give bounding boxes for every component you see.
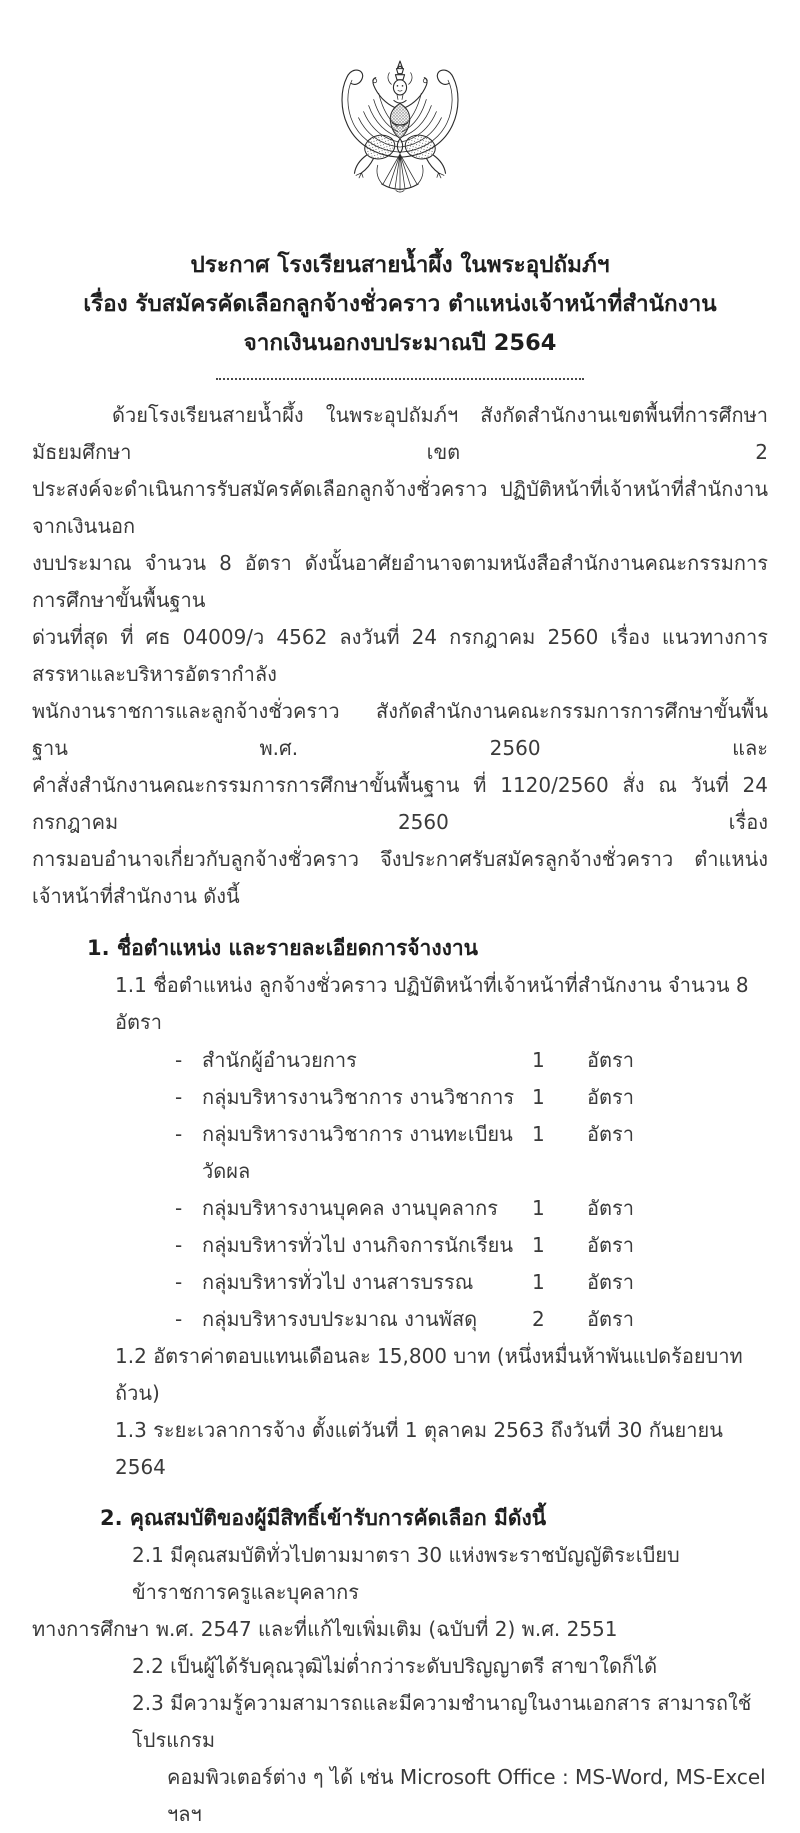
garuda-emblem	[324, 58, 476, 230]
position-row	[175, 1079, 768, 1116]
dash-bullet: -	[175, 1196, 183, 1220]
intro-line: งบประมาณ จำนวน 8 อัตรา ดังนั้นอาศัยอำนาจตามหนังสือสำนักงานคณะกรรมการการศึกษาขั้นพื้นฐาน	[32, 551, 768, 612]
position-row	[175, 1301, 768, 1338]
title-block	[32, 246, 768, 363]
intro-line: การมอบอำนาจเกี่ยวกับลูกจ้างชั่วคราว จึงประกาศรับสมัครลูกจ้างชั่วคราว ตำแหน่งเจ้าหน้าที่สำนักงาน ดังนี้	[32, 847, 768, 908]
position-name: กลุ่มบริหารทั่วไป งานสารบรรณ	[202, 1270, 474, 1294]
position-name: กลุ่มบริหารงานบุคคล งานบุคลากร	[202, 1196, 498, 1220]
position-row	[175, 1042, 768, 1079]
item-2-1-line2: ทางการศึกษา พ.ศ. 2547 และที่แก้ไขเพิ่มเติม (ฉบับที่ 2) พ.ศ. 2551	[32, 1617, 618, 1641]
position-count: 1	[532, 1270, 545, 1294]
dash-bullet: -	[175, 1270, 183, 1294]
position-count: 1	[532, 1196, 545, 1220]
dash-bullet: -	[175, 1122, 183, 1146]
dash-bullet: -	[175, 1085, 183, 1109]
item-1-2: 1.2 อัตราค่าตอบแทนเดือนละ 15,800 บาท (หนึ่งหมื่นห้าพันแปดร้อยบาทถ้วน)	[115, 1344, 743, 1405]
position-row	[175, 1116, 768, 1190]
position-unit: อัตรา	[587, 1196, 634, 1220]
item-2-3-line1: 2.3 มีความรู้ความสามารถและมีความชำนาญในงานเอกสาร สามารถใช้โปรแกรม	[132, 1691, 752, 1752]
dash-bullet: -	[175, 1307, 183, 1331]
intro-line: ด่วนที่สุด ที่ ศธ 04009/ว 4562 ลงวันที่ 24 กรกฎาคม 2560 เรื่อง แนวทางการสรรหาและบริหารอัตรากำลัง	[32, 625, 768, 686]
section-1-heading: 1. ชื่อตำแหน่ง และรายละเอียดการจ้างงาน	[87, 936, 478, 960]
position-list	[32, 1042, 768, 1338]
position-name: สำนักผู้อำนวยการ	[202, 1048, 357, 1072]
section-2-heading: 2. คุณสมบัติของผู้มีสิทธิ์เข้ารับการคัดเลือก มีดังนี้	[100, 1506, 547, 1530]
position-row	[175, 1227, 768, 1264]
position-name: กลุ่มบริหารงานวิชาการ งานทะเบียนวัดผล	[202, 1122, 513, 1183]
item-1-3: 1.3 ระยะเวลาการจ้าง ตั้งแต่วันที่ 1 ตุลาคม 2563 ถึงวันที่ 30 กันยายน 2564	[115, 1418, 723, 1479]
announcement-title: ประกาศ โรงเรียนสายน้ำผึ้ง ในพระอุปถัมภ์ฯ	[190, 252, 610, 278]
position-unit: อัตรา	[587, 1307, 634, 1331]
dash-bullet: -	[175, 1233, 183, 1257]
position-name: กลุ่มบริหารงานวิชาการ งานวิชาการ	[202, 1085, 515, 1109]
position-count: 1	[532, 1048, 545, 1072]
dash-bullet: -	[175, 1048, 183, 1072]
position-row	[175, 1190, 768, 1227]
intro-line: คำสั่งสำนักงานคณะกรรมการการศึกษาขั้นพื้นฐาน ที่ 1120/2560 สั่ง ณ วันที่ 24 กรกฎาคม 2560 เรื่อง	[32, 773, 768, 834]
intro-line: ประสงค์จะดำเนินการรับสมัครคัดเลือกลูกจ้างชั่วคราว ปฏิบัติหน้าที่เจ้าหน้าที่สำนักงาน จากเงินนอก	[32, 477, 768, 538]
position-unit: อัตรา	[587, 1048, 634, 1072]
position-name: กลุ่มบริหารงบประมาณ งานพัสดุ	[202, 1307, 478, 1331]
position-count: 2	[532, 1307, 545, 1331]
intro-paragraph	[32, 397, 768, 915]
position-count: 1	[532, 1085, 545, 1109]
position-unit: อัตรา	[587, 1122, 634, 1146]
position-count: 1	[532, 1233, 545, 1257]
dotted-divider	[216, 376, 584, 380]
item-2-1-line1: 2.1 มีคุณสมบัติทั่วไปตามมาตรา 30 แห่งพระราชบัญญัติระเบียบข้าราชการครูและบุคลากร	[132, 1543, 680, 1604]
position-unit: อัตรา	[587, 1270, 634, 1294]
item-2-3-line2: คอมพิวเตอร์ต่าง ๆ ได้ เช่น Microsoft Office : MS-Word, MS-Excel ฯลฯ	[167, 1765, 766, 1826]
item-2-1	[32, 1537, 768, 1648]
intro-line: พนักงานราชการและลูกจ้างชั่วคราว สังกัดสำนักงานคณะกรรมการการศึกษาขั้นพื้นฐาน พ.ศ. 2560 และ	[32, 699, 768, 760]
position-count: 1	[532, 1122, 545, 1146]
item-1-1: 1.1 ชื่อตำแหน่ง ลูกจ้างชั่วคราว ปฏิบัติหน้าที่เจ้าหน้าที่สำนักงาน จำนวน 8 อัตรา	[115, 973, 749, 1034]
position-name: กลุ่มบริหารทั่วไป งานกิจการนักเรียน	[202, 1233, 513, 1257]
subject-line: เรื่อง รับสมัครคัดเลือกลูกจ้างชั่วคราว ตำแหน่งเจ้าหน้าที่สำนักงาน	[83, 291, 717, 317]
position-unit: อัตรา	[587, 1233, 634, 1257]
item-2-3	[32, 1685, 768, 1833]
item-2-2: 2.2 เป็นผู้ได้รับคุณวุฒิไม่ต่ำกว่าระดับปริญญาตรี สาขาใดก็ได้	[132, 1654, 658, 1678]
intro-line: ด้วยโรงเรียนสายน้ำผึ้ง ในพระอุปถัมภ์ฯ สังกัดสำนักงานเขตพื้นที่การศึกษามัธยมศึกษา เขต 2	[32, 403, 768, 464]
budget-year-line: จากเงินนอกงบประมาณปี 2564	[243, 330, 557, 356]
position-unit: อัตรา	[587, 1085, 634, 1109]
emblem-container	[32, 0, 768, 234]
position-row	[175, 1264, 768, 1301]
